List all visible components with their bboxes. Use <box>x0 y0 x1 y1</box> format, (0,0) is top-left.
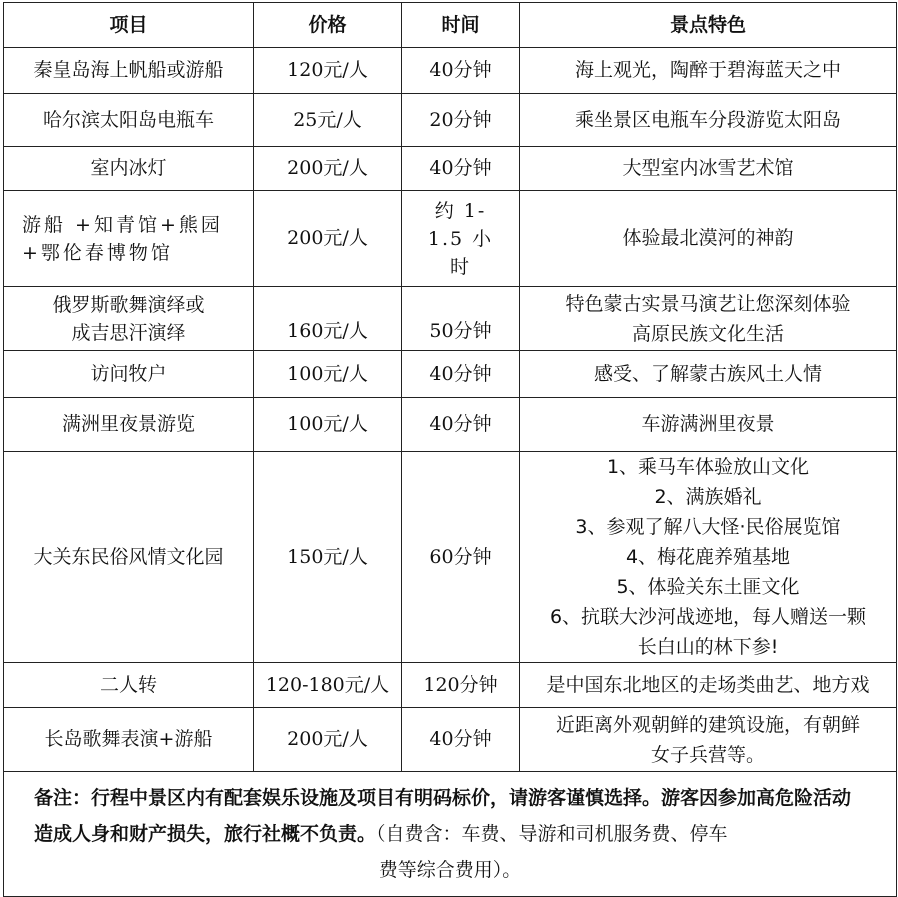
header-item: 项目 <box>4 3 254 48</box>
price-cell: 200元/人 <box>254 708 402 772</box>
feature-cell <box>520 351 897 398</box>
time-cell: 40分钟 <box>402 147 520 191</box>
feature-cell <box>520 398 897 452</box>
feature-line: 感受、了解蒙古族风土人情 <box>593 362 822 385</box>
item-cell: 访问牧户 <box>4 351 254 398</box>
time-cell: 40分钟 <box>402 48 520 94</box>
header-price: 价格 <box>254 3 402 48</box>
feature-line: 长白山的林下参! <box>637 636 779 658</box>
item-cell: 俄罗斯歌舞演绎或成吉思汗演绎 <box>4 287 254 351</box>
price-cell: 200元/人 <box>254 191 402 287</box>
feature-line: 车游满洲里夜景 <box>641 413 775 435</box>
price-cell: 160元/人 <box>254 287 402 351</box>
price-cell: 200元/人 <box>254 147 402 191</box>
feature-line: 乘坐景区电瓶车分段游览太阳岛 <box>574 108 841 131</box>
item-cell: 哈尔滨太阳岛电瓶车 <box>4 94 254 147</box>
feature-cell <box>520 708 897 772</box>
table-row <box>4 708 897 772</box>
item-cell: 满洲里夜景游览 <box>4 398 254 452</box>
item-cell: 室内冰灯 <box>4 147 254 191</box>
price-cell: 120-180元/人 <box>254 663 402 708</box>
time-cell: 40分钟 <box>402 351 520 398</box>
feature-cell <box>520 452 897 663</box>
item-cell: 游船 +知青馆+熊园+鄂伦春博物馆 <box>4 191 254 287</box>
time-cell: 50分钟 <box>402 287 520 351</box>
feature-line: 女子兵营等。 <box>650 743 765 766</box>
header-feature: 景点特色 <box>520 3 897 48</box>
feature-line: 1、乘马车体验放山文化 <box>606 456 810 478</box>
time-cell: 40分钟 <box>402 708 520 772</box>
time-cell: 60分钟 <box>402 452 520 663</box>
note-bold-text: 备注：行程中景区内有配套娱乐设施及项目有明码标价，请游客谨慎选择。游客因参加高危险活动 造成人身和财产损失，旅行社概不负责。 <box>34 787 852 845</box>
feature-line: 3、参观了解八大怪·民俗展览馆 <box>575 516 841 538</box>
time-cell: 约 1-1.5 小 时 <box>402 191 520 287</box>
feature-cell <box>520 147 897 191</box>
table-row <box>4 191 897 287</box>
table-row <box>4 351 897 398</box>
feature-cell <box>520 663 897 708</box>
table-row <box>4 94 897 147</box>
feature-line: 特色蒙古实景马演艺让您深刻体验 <box>565 292 851 315</box>
feature-line: 6、抗联大沙河战迹地，每人赠送一颗 <box>549 606 867 628</box>
table-row <box>4 287 897 351</box>
header-row <box>4 3 897 48</box>
note-normal-text-b: 费等综合费用）。 <box>378 859 522 881</box>
note-cell <box>4 772 897 897</box>
item-cell: 大关东民俗风情文化园 <box>4 452 254 663</box>
header-time: 时间 <box>402 3 520 48</box>
feature-cell <box>520 48 897 94</box>
item-cell: 长岛歌舞表演+游船 <box>4 708 254 772</box>
price-cell: 100元/人 <box>254 398 402 452</box>
feature-line: 4、梅花鹿养殖基地 <box>625 546 791 568</box>
note-normal-text-a: （自费含：车费、导游和司机服务费、停车 <box>376 823 728 845</box>
table-row <box>4 398 897 452</box>
price-cell: 150元/人 <box>254 452 402 663</box>
price-cell: 25元/人 <box>254 94 402 147</box>
time-cell: 40分钟 <box>402 398 520 452</box>
price-cell: 120元/人 <box>254 48 402 94</box>
feature-line: 近距离外观朝鲜的建筑设施，有朝鲜 <box>555 713 860 736</box>
feature-line: 是中国东北地区的走场类曲艺、地方戏 <box>546 673 870 696</box>
table-row <box>4 663 897 708</box>
feature-cell <box>520 287 897 351</box>
time-cell: 20分钟 <box>402 94 520 147</box>
note-row <box>4 772 897 897</box>
table-row <box>4 452 897 663</box>
table-row <box>4 48 897 94</box>
feature-line: 高原民族文化生活 <box>631 322 784 345</box>
feature-line: 体验最北漠河的神韵 <box>622 227 794 249</box>
item-cell: 秦皇岛海上帆船或游船 <box>4 48 254 94</box>
price-cell: 100元/人 <box>254 351 402 398</box>
feature-line: 海上观光，陶醉于碧海蓝天之中 <box>574 59 841 81</box>
feature-line: 5、体验关东土匪文化 <box>616 576 800 598</box>
time-cell: 120分钟 <box>402 663 520 708</box>
feature-line: 2、满族婚礼 <box>654 486 762 508</box>
attractions-table <box>3 2 897 897</box>
table-row <box>4 147 897 191</box>
item-cell: 二人转 <box>4 663 254 708</box>
feature-cell <box>520 191 897 287</box>
feature-line: 大型室内冰雪艺术馆 <box>622 157 794 179</box>
feature-cell <box>520 94 897 147</box>
